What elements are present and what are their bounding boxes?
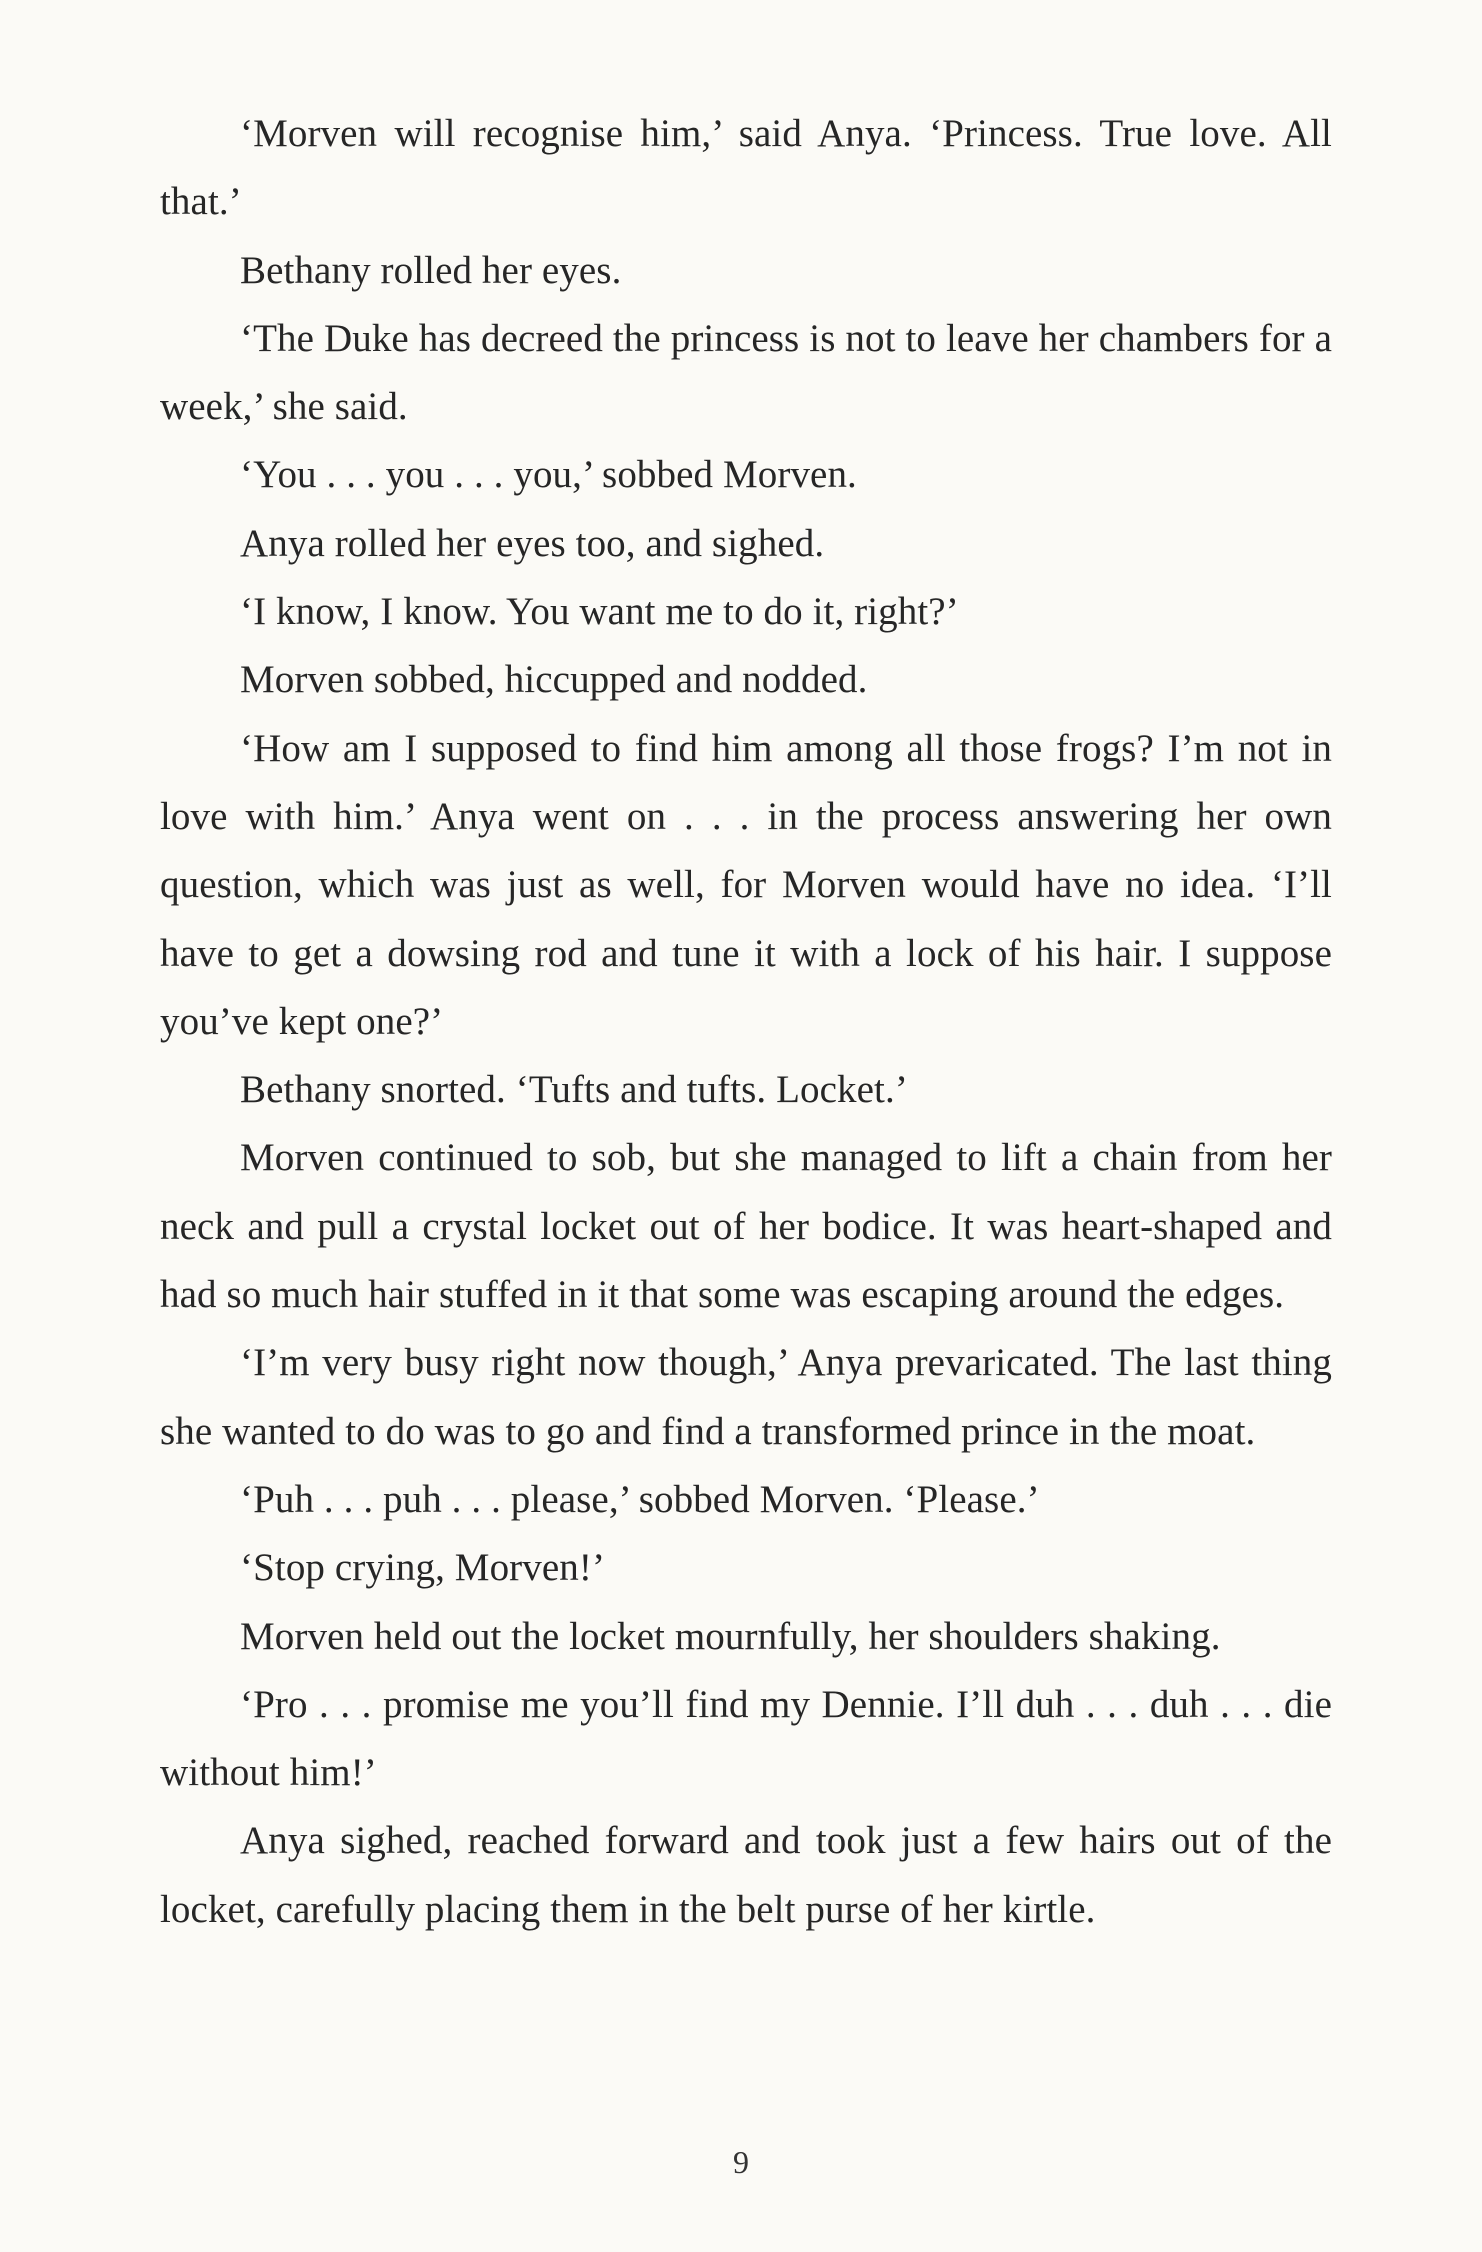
paragraph: ‘You . . . you . . . you,’ sobbed Morven. — [240, 453, 857, 497]
paragraph: ‘Morven will recognise him,’ said Anya. ‘Princess. True love. All that.’ — [160, 112, 1332, 224]
paragraph: Bethany snorted. ‘Tufts and tufts. Locket.’ — [240, 1068, 908, 1112]
paragraph: ‘How am I supposed to find him among all those frogs? I’m not in love with him.’ Anya went on . . . in the process answering her own question, which was just as well, for Morven would have no idea. ‘I’ll have to get a dowsing rod and tune it with a lock of his hair. I suppose you’ve kept one?’ — [160, 726, 1332, 1043]
paragraph: ‘The Duke has decreed the princess is not to leave her chambers for a week,’ she said. — [160, 316, 1332, 429]
paragraph: Anya sighed, reached forward and took just a few hairs out of the locket, carefully placing them in the belt purse of her kirtle. — [160, 1819, 1332, 1931]
paragraph: ‘I know, I know. You want me to do it, right?’ — [240, 590, 959, 634]
paragraph: Bethany rolled her eyes. — [240, 248, 622, 292]
paragraph: ‘I’m very busy right now though,’ Anya prevaricated. The last thing she wanted to do was to go and find a transformed prince in the moat. — [160, 1341, 1332, 1453]
paragraph: Anya rolled her eyes too, and sighed. — [240, 521, 825, 565]
page-number: 9 — [733, 2144, 749, 2180]
paragraph: Morven held out the locket mournfully, her shoulders shaking. — [240, 1614, 1221, 1658]
page-body — [160, 100, 1332, 1944]
paragraph: Morven sobbed, hiccupped and nodded. — [240, 658, 868, 702]
paragraph: ‘Pro . . . promise me you’ll find my Dennie. I’ll duh . . . duh . . . die without him!’ — [160, 1682, 1332, 1795]
paragraph: Morven continued to sob, but she managed to lift a chain from her neck and pull a crystal locket out of her bodice. It was heart-shaped and had so much hair stuffed in it that some was escaping around the edges. — [160, 1136, 1332, 1317]
paragraph: ‘Puh . . . puh . . . please,’ sobbed Morven. ‘Please.’ — [240, 1477, 1040, 1521]
paragraph: ‘Stop crying, Morven!’ — [240, 1546, 606, 1590]
